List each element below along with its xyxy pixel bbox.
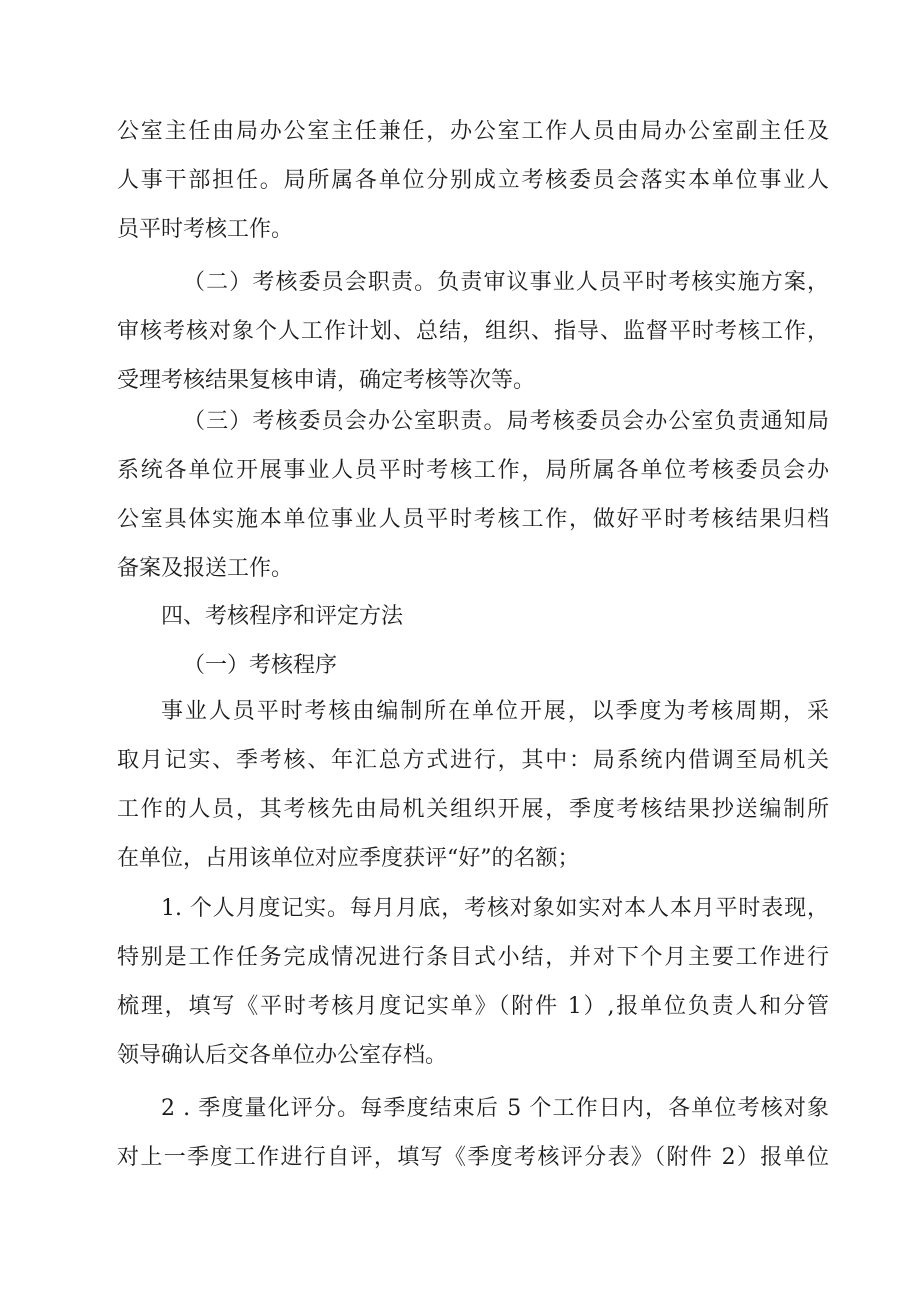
paragraph-line: 审核考核对象个人工作计划、总结，组织、指导、监督平时考核工作， bbox=[117, 319, 829, 344]
paragraph-line: 备案及报送工作。 bbox=[117, 556, 294, 581]
paragraph-line: 1. 个人月度记实。每月月底，考核对象如实对本人本月平时表现， bbox=[161, 896, 829, 921]
paragraph-line: 特别是工作任务完成情况进行条目式小结，并对下个月主要工作进行 bbox=[117, 945, 829, 970]
section-heading: 四、考核程序和评定方法 bbox=[161, 604, 404, 629]
paragraph-line: 梳理，填写《平时考核月度记实单》（附件 1）,报单位负责人和分管 bbox=[117, 994, 829, 1019]
subsection-heading: （一）考核程序 bbox=[183, 653, 338, 678]
paragraph-line: 在单位，占用该单位对应季度获评“好”的名额； bbox=[117, 846, 580, 871]
paragraph-line: 对上一季度工作进行自评，填写《季度考核评分表》（附件 2）报单位 bbox=[117, 1145, 829, 1170]
paragraph-line: 取月记实、季考核、年汇总方式进行，其中：局系统内借调至局机关 bbox=[117, 748, 829, 773]
paragraph-line: （三）考核委员会办公室职责。局考核委员会办公室负责通知局 bbox=[183, 409, 829, 434]
paragraph-line: 人事干部担任。局所属各单位分别成立考核委员会落实本单位事业人 bbox=[117, 168, 829, 193]
paragraph-line: 2 . 季度量化评分。每季度结束后 5 个工作日内，各单位考核对象 bbox=[161, 1096, 829, 1121]
paragraph-line: 受理考核结果复核申请，确定考核等次等。 bbox=[117, 368, 536, 393]
paragraph-line: 公室具体实施本单位事业人员平时考核工作，做好平时考核结果归档 bbox=[117, 507, 829, 532]
paragraph-line: （二）考核委员会职责。负责审议事业人员平时考核实施方案， bbox=[183, 270, 829, 295]
paragraph-line: 公室主任由局办公室主任兼任，办公室工作人员由局办公室副主任及 bbox=[117, 119, 829, 144]
paragraph-line: 系统各单位开展事业人员平时考核工作，局所属各单位考核委员会办 bbox=[117, 458, 829, 483]
paragraph-line: 领导确认后交各单位办公室存档。 bbox=[117, 1043, 448, 1068]
paragraph-line: 事业人员平时考核由编制所在单位开展，以季度为考核周期，采 bbox=[161, 699, 829, 724]
paragraph-line: 员平时考核工作。 bbox=[117, 217, 294, 242]
paragraph-line: 工作的人员，其考核先由局机关组织开展，季度考核结果抄送编制所 bbox=[117, 797, 829, 822]
